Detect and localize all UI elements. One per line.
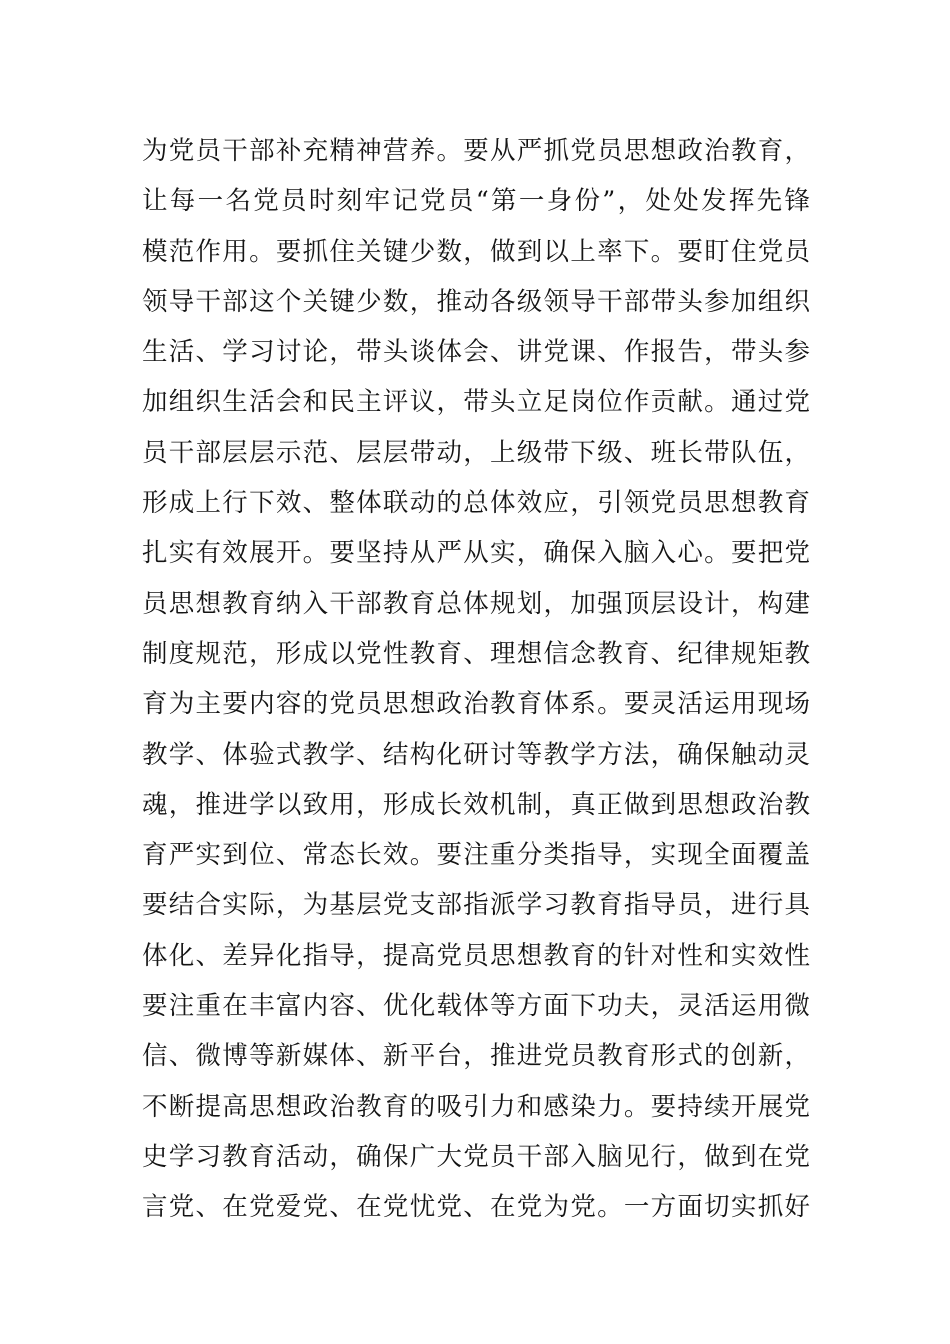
body-text <box>142 126 810 1233</box>
text-line: 要注重在丰富内容、优化载体等方面下功夫，灵活运用微 <box>142 991 810 1022</box>
text-line: 要结合实际，为基层党支部指派学习教育指导员，进行具 <box>142 890 810 921</box>
text-line: 不断提高思想政治教育的吸引力和感染力。要持续开展党 <box>142 1091 810 1122</box>
text-line: 信、微博等新媒体、新平台，推进党员教育形式的创新， <box>142 1041 810 1072</box>
text-line: 员干部层层示范、层层带动，上级带下级、班长带队伍， <box>142 437 810 468</box>
text-line: 育严实到位、常态长效。要注重分类指导，实现全面覆盖 <box>142 840 810 871</box>
text-line: 形成上行下效、整体联动的总体效应，引领党员思想教育 <box>142 488 810 519</box>
text-line: 言党、在党爱党、在党忧党、在党为党。一方面切实抓好 <box>142 1192 810 1223</box>
text-line: 领导干部这个关键少数，推动各级领导干部带头参加组织 <box>142 286 810 317</box>
text-line: 模范作用。要抓住关键少数，做到以上率下。要盯住党员 <box>142 236 810 267</box>
text-line: 为党员干部补充精神营养。要从严抓党员思想政治教育， <box>142 136 810 166</box>
text-line: 史学习教育活动，确保广大党员干部入脑见行，做到在党 <box>142 1141 810 1172</box>
text-line: 让每一名党员时刻牢记党员“第一身份”，处处发挥先锋 <box>142 186 810 217</box>
text-line: 制度规范，形成以党性教育、理想信念教育、纪律规矩教 <box>142 638 810 669</box>
text-line: 扎实有效展开。要坚持从严从实，确保入脑入心。要把党 <box>142 538 810 569</box>
text-line: 生活、学习讨论，带头谈体会、讲党课、作报告，带头参 <box>142 337 810 368</box>
text-line: 魂，推进学以致用，形成长效机制，真正做到思想政治教 <box>142 789 810 820</box>
text-line: 加组织生活会和民主评议，带头立足岗位作贡献。通过党 <box>142 387 810 418</box>
text-line: 育为主要内容的党员思想政治教育体系。要灵活运用现场 <box>142 689 810 720</box>
text-line: 体化、差异化指导，提高党员思想教育的针对性和实效性 <box>142 940 810 971</box>
text-line: 教学、体验式教学、结构化研讨等教学方法，确保触动灵 <box>142 739 810 770</box>
text-line: 员思想教育纳入干部教育总体规划，加强顶层设计，构建 <box>142 588 810 619</box>
